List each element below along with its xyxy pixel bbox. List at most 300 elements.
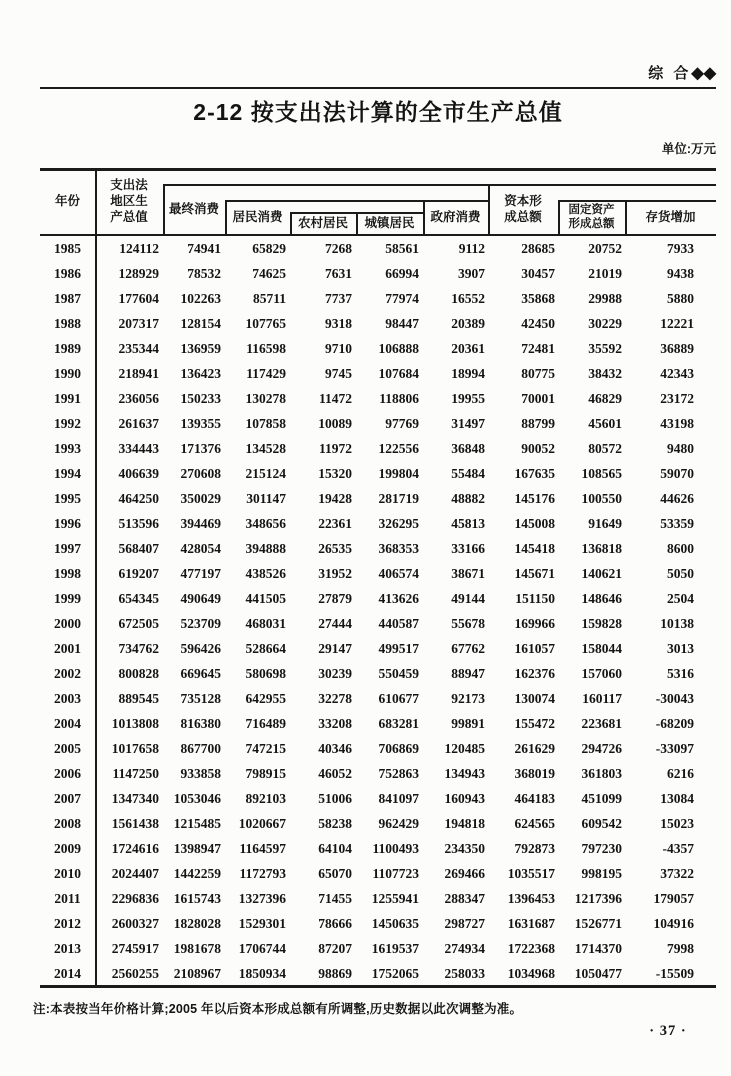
value-cell: 734762 xyxy=(118,640,159,656)
value-cell: 998195 xyxy=(581,865,622,881)
value-cell: -68209 xyxy=(655,715,694,731)
value-cell: 30457 xyxy=(521,265,555,281)
value-cell: 29147 xyxy=(318,640,352,656)
value-cell: 78532 xyxy=(187,265,221,281)
value-cell: 88947 xyxy=(451,665,485,681)
year-cell: 1992 xyxy=(54,415,81,431)
value-cell: 145671 xyxy=(514,565,555,581)
value-cell: 716489 xyxy=(245,715,286,731)
header-fixed-line1: 固定资产 xyxy=(568,204,615,216)
value-cell: 428054 xyxy=(180,540,221,556)
value-cell: 792873 xyxy=(514,840,555,856)
value-cell: 596426 xyxy=(180,640,221,656)
value-cell: 477197 xyxy=(180,565,221,581)
value-cell: 1529301 xyxy=(238,915,286,931)
value-cell: 1327396 xyxy=(238,890,286,906)
value-cell: 136959 xyxy=(180,340,221,356)
value-cell: 31497 xyxy=(451,415,485,431)
value-cell: 53359 xyxy=(660,515,694,531)
value-cell: 816380 xyxy=(180,715,221,731)
value-cell: 9112 xyxy=(458,240,485,256)
header-urban-residents-label: 城镇居民 xyxy=(364,216,415,230)
value-cell: 20361 xyxy=(451,340,485,356)
value-cell: 19428 xyxy=(318,490,352,506)
value-cell: 7933 xyxy=(667,240,694,256)
value-cell: 6216 xyxy=(667,765,694,781)
value-cell: 27879 xyxy=(318,590,352,606)
value-cell: 32278 xyxy=(318,690,352,706)
value-cell: 9745 xyxy=(325,365,352,381)
value-cell: 1013808 xyxy=(111,715,159,731)
value-cell: -33097 xyxy=(655,740,694,756)
value-cell: 1100493 xyxy=(372,840,419,856)
value-cell: 274934 xyxy=(444,940,485,956)
value-cell: 706869 xyxy=(378,740,419,756)
header-government-consumption-label: 政府消费 xyxy=(430,210,481,224)
value-cell: 933858 xyxy=(180,765,221,781)
value-cell: 90052 xyxy=(521,440,555,456)
year-cell: 1999 xyxy=(54,590,81,606)
value-cell: 45813 xyxy=(451,515,485,531)
value-cell: 74941 xyxy=(187,240,221,256)
value-cell: 1050477 xyxy=(574,965,622,981)
value-cell: 215124 xyxy=(245,465,286,481)
value-cell: 7737 xyxy=(325,290,352,306)
year-cell: 2013 xyxy=(54,940,81,956)
value-cell: 15320 xyxy=(318,465,352,481)
value-cell: 199804 xyxy=(378,465,419,481)
value-cell: 2560255 xyxy=(111,965,159,981)
page-header-rule xyxy=(40,87,716,89)
value-cell: 167635 xyxy=(514,465,555,481)
value-cell: 1450635 xyxy=(371,915,419,931)
value-cell: 1215485 xyxy=(173,815,221,831)
table-row xyxy=(40,686,716,711)
value-cell: 33208 xyxy=(318,715,352,731)
value-cell: 18994 xyxy=(451,365,485,381)
value-cell: 735128 xyxy=(180,690,221,706)
header-household-consumption xyxy=(225,200,290,234)
value-cell: 48882 xyxy=(451,490,485,506)
table-row xyxy=(40,886,716,911)
header-inventory-increase-label: 存货增加 xyxy=(645,210,696,224)
year-cell: 2014 xyxy=(54,965,81,981)
value-cell: 9438 xyxy=(667,265,694,281)
value-cell: 66994 xyxy=(385,265,419,281)
value-cell: 1035517 xyxy=(507,865,555,881)
value-cell: 35592 xyxy=(588,340,622,356)
value-cell: 752863 xyxy=(378,765,419,781)
year-cell: 1989 xyxy=(54,340,81,356)
value-cell: 99891 xyxy=(451,715,485,731)
value-cell: 177604 xyxy=(118,290,159,306)
value-cell: 499517 xyxy=(378,640,419,656)
year-cell: 2003 xyxy=(54,690,81,706)
value-cell: 1107723 xyxy=(372,865,419,881)
table-body xyxy=(40,236,716,986)
year-cell: 2008 xyxy=(54,815,81,831)
value-cell: 40346 xyxy=(318,740,352,756)
value-cell: 155472 xyxy=(514,715,555,731)
header-gdp-lines xyxy=(110,177,148,225)
year-cell: 2012 xyxy=(54,915,81,931)
header-rural-residents-label: 农村居民 xyxy=(297,216,348,230)
value-cell: 107858 xyxy=(245,415,286,431)
value-cell: 962429 xyxy=(378,815,419,831)
value-cell: 11972 xyxy=(318,440,352,456)
value-cell: 16552 xyxy=(451,290,485,306)
table-row xyxy=(40,786,716,811)
value-cell: 26535 xyxy=(318,540,352,556)
value-cell: 1172793 xyxy=(239,865,286,881)
value-cell: 261629 xyxy=(514,740,555,756)
value-cell: 59070 xyxy=(660,465,694,481)
value-cell: 58238 xyxy=(318,815,352,831)
value-cell: 145418 xyxy=(514,540,555,556)
value-cell: 10138 xyxy=(660,615,694,631)
value-cell: 37322 xyxy=(660,865,694,881)
value-cell: 1981678 xyxy=(173,940,221,956)
value-cell: 1396453 xyxy=(507,890,555,906)
value-cell: 672505 xyxy=(118,615,159,631)
value-cell: 44626 xyxy=(660,490,694,506)
value-cell: 128929 xyxy=(118,265,159,281)
header-fixed-line2: 形成总额 xyxy=(568,218,615,230)
table-row xyxy=(40,561,716,586)
value-cell: 348656 xyxy=(245,515,286,531)
value-cell: 160943 xyxy=(444,790,485,806)
table-row xyxy=(40,361,716,386)
table-row xyxy=(40,261,716,286)
value-cell: 136423 xyxy=(180,365,221,381)
header-government-consumption xyxy=(423,200,488,234)
value-cell: 798915 xyxy=(245,765,286,781)
value-cell: 867700 xyxy=(180,740,221,756)
value-cell: 2600327 xyxy=(111,915,159,931)
header-capital-formation xyxy=(488,184,558,234)
header-capital-line1: 资本形 xyxy=(504,194,542,208)
value-cell: 669645 xyxy=(180,665,221,681)
value-cell: 5050 xyxy=(667,565,694,581)
header-year xyxy=(40,168,95,234)
value-cell: 159828 xyxy=(581,615,622,631)
value-cell: 158044 xyxy=(581,640,622,656)
value-cell: 98869 xyxy=(318,965,352,981)
year-cell: 2007 xyxy=(54,790,81,806)
year-cell: 2000 xyxy=(54,615,81,631)
value-cell: 5316 xyxy=(667,665,694,681)
value-cell: 1398947 xyxy=(173,840,221,856)
value-cell: 33166 xyxy=(451,540,485,556)
value-cell: 21019 xyxy=(588,265,622,281)
value-cell: 619207 xyxy=(118,565,159,581)
value-cell: 55678 xyxy=(451,615,485,631)
value-cell: 150233 xyxy=(180,390,221,406)
value-cell: 130278 xyxy=(245,390,286,406)
value-cell: 800828 xyxy=(118,665,159,681)
value-cell: 120485 xyxy=(444,740,485,756)
value-cell: 1526771 xyxy=(574,915,622,931)
value-cell: 513596 xyxy=(118,515,159,531)
value-cell: 654345 xyxy=(118,590,159,606)
year-cell: 1986 xyxy=(54,265,81,281)
value-cell: 27444 xyxy=(318,615,352,631)
header-final-consumption-label: 最终消费 xyxy=(168,202,219,216)
value-cell: 451099 xyxy=(581,790,622,806)
value-cell: 139355 xyxy=(180,415,221,431)
table-row xyxy=(40,661,716,686)
value-cell: 2504 xyxy=(667,590,694,606)
year-cell: 2005 xyxy=(54,740,81,756)
value-cell: 162376 xyxy=(514,665,555,681)
header-final-consumption xyxy=(163,184,225,234)
value-cell: 122556 xyxy=(378,440,419,456)
year-cell: 2009 xyxy=(54,840,81,856)
diamond-marks-icon: ◆◆ xyxy=(691,65,716,82)
table-row xyxy=(40,336,716,361)
year-cell: 1994 xyxy=(54,465,81,481)
table-row xyxy=(40,811,716,836)
value-cell: 2024407 xyxy=(111,865,159,881)
value-cell: 171376 xyxy=(180,440,221,456)
value-cell: 294726 xyxy=(581,740,622,756)
section-label xyxy=(436,62,716,86)
value-cell: 1347340 xyxy=(111,790,159,806)
year-cell: 2006 xyxy=(54,765,81,781)
value-cell: 235344 xyxy=(118,340,159,356)
value-cell: 394469 xyxy=(180,515,221,531)
value-cell: 116598 xyxy=(246,340,286,356)
value-cell: 1034968 xyxy=(507,965,555,981)
value-cell: 87207 xyxy=(318,940,352,956)
table-row xyxy=(40,911,716,936)
year-cell: 1988 xyxy=(54,315,81,331)
header-capital-line2: 成总额 xyxy=(504,210,542,224)
table-row xyxy=(40,436,716,461)
value-cell: 288347 xyxy=(444,890,485,906)
value-cell: 683281 xyxy=(378,715,419,731)
value-cell: 36889 xyxy=(660,340,694,356)
value-cell: 298727 xyxy=(444,915,485,931)
value-cell: 49144 xyxy=(451,590,485,606)
value-cell: 134943 xyxy=(444,765,485,781)
value-cell: 5880 xyxy=(667,290,694,306)
value-cell: 74625 xyxy=(252,265,286,281)
value-cell: 441505 xyxy=(245,590,286,606)
value-cell: 12221 xyxy=(660,315,694,331)
value-cell: 580698 xyxy=(245,665,286,681)
value-cell: 51006 xyxy=(318,790,352,806)
value-cell: 624565 xyxy=(514,815,555,831)
value-cell: 568407 xyxy=(118,540,159,556)
value-cell: -15509 xyxy=(655,965,694,981)
value-cell: 642955 xyxy=(245,690,286,706)
page-number: · 37 · xyxy=(649,1023,687,1039)
value-cell: 490649 xyxy=(180,590,221,606)
value-cell: -30043 xyxy=(655,690,694,706)
value-cell: 236056 xyxy=(118,390,159,406)
value-cell: 65070 xyxy=(318,865,352,881)
value-cell: 71455 xyxy=(318,890,352,906)
table-row xyxy=(40,386,716,411)
year-cell: 1990 xyxy=(54,365,81,381)
value-cell: 102263 xyxy=(180,290,221,306)
value-cell: 1020667 xyxy=(238,815,286,831)
value-cell: 55484 xyxy=(451,465,485,481)
value-cell: 223681 xyxy=(581,715,622,731)
year-cell: 1995 xyxy=(54,490,81,506)
value-cell: 134528 xyxy=(245,440,286,456)
value-cell: 468031 xyxy=(245,615,286,631)
value-cell: 9710 xyxy=(325,340,352,356)
year-cell: 2001 xyxy=(54,640,81,656)
value-cell: 1442259 xyxy=(173,865,221,881)
value-cell: 161057 xyxy=(514,640,555,656)
value-cell: 610677 xyxy=(378,690,419,706)
value-cell: 58561 xyxy=(385,240,419,256)
value-cell: 46829 xyxy=(588,390,622,406)
value-cell: 406639 xyxy=(118,465,159,481)
value-cell: 136818 xyxy=(581,540,622,556)
value-cell: 124112 xyxy=(119,240,159,256)
value-cell: 128154 xyxy=(180,315,221,331)
value-cell: 88799 xyxy=(521,415,555,431)
year-cell: 1993 xyxy=(54,440,81,456)
value-cell: 1714370 xyxy=(574,940,622,956)
value-cell: 15023 xyxy=(660,815,694,831)
value-cell: 368353 xyxy=(378,540,419,556)
value-cell: 1255941 xyxy=(371,890,419,906)
table-row xyxy=(40,761,716,786)
value-cell: 413626 xyxy=(378,590,419,606)
value-cell: 20389 xyxy=(451,315,485,331)
table-row xyxy=(40,536,716,561)
value-cell: 97769 xyxy=(385,415,419,431)
year-cell: 2004 xyxy=(54,715,81,731)
header-urban-residents xyxy=(356,212,423,234)
value-cell: 179057 xyxy=(653,890,694,906)
value-cell: 2108967 xyxy=(173,965,221,981)
header-gdp-line2: 地区生 xyxy=(110,194,148,208)
header-inventory-increase xyxy=(625,200,716,234)
value-cell: 77974 xyxy=(385,290,419,306)
header-gdp-expenditure xyxy=(95,168,163,234)
value-cell: 130074 xyxy=(514,690,555,706)
value-cell: 9480 xyxy=(667,440,694,456)
year-cell: 1987 xyxy=(54,290,81,306)
value-cell: 30239 xyxy=(318,665,352,681)
value-cell: 7998 xyxy=(667,940,694,956)
table-row xyxy=(40,711,716,736)
value-cell: 797230 xyxy=(581,840,622,856)
table-row xyxy=(40,236,716,261)
value-cell: 1619537 xyxy=(371,940,419,956)
value-cell: 46052 xyxy=(318,765,352,781)
value-cell: 1147250 xyxy=(112,765,159,781)
year-cell: 2002 xyxy=(54,665,81,681)
value-cell: 106888 xyxy=(378,340,419,356)
table-row xyxy=(40,486,716,511)
value-cell: 28685 xyxy=(521,240,555,256)
value-cell: 1615743 xyxy=(173,890,221,906)
value-cell: 7631 xyxy=(325,265,352,281)
table-row xyxy=(40,611,716,636)
table-row xyxy=(40,311,716,336)
value-cell: 36848 xyxy=(451,440,485,456)
table-row xyxy=(40,461,716,486)
value-cell: 65829 xyxy=(252,240,286,256)
value-cell: 7268 xyxy=(325,240,352,256)
value-cell: 160117 xyxy=(582,690,622,706)
value-cell: 326295 xyxy=(378,515,419,531)
value-cell: 1631687 xyxy=(507,915,555,931)
value-cell: 42343 xyxy=(660,365,694,381)
table-row xyxy=(40,736,716,761)
value-cell: 1561438 xyxy=(111,815,159,831)
value-cell: 406574 xyxy=(378,565,419,581)
value-cell: 1828028 xyxy=(173,915,221,931)
value-cell: 20752 xyxy=(588,240,622,256)
unit-label: 单位:万元 xyxy=(661,142,716,156)
value-cell: 234350 xyxy=(444,840,485,856)
value-cell: 1724616 xyxy=(111,840,159,856)
value-cell: 85711 xyxy=(252,290,286,306)
header-rural-residents xyxy=(290,212,356,234)
value-cell: 464183 xyxy=(514,790,555,806)
header-gdp-line3: 产总值 xyxy=(110,210,148,224)
value-cell: 281719 xyxy=(378,490,419,506)
value-cell: 361803 xyxy=(581,765,622,781)
value-cell: 3907 xyxy=(458,265,485,281)
header-gdp-line1: 支出法 xyxy=(110,178,148,192)
value-cell: -4357 xyxy=(662,840,694,856)
value-cell: 258033 xyxy=(444,965,485,981)
value-cell: 23172 xyxy=(660,390,694,406)
table-row xyxy=(40,961,716,986)
value-cell: 8600 xyxy=(667,540,694,556)
value-cell: 270608 xyxy=(180,465,221,481)
value-cell: 350029 xyxy=(180,490,221,506)
value-cell: 145008 xyxy=(514,515,555,531)
header-group-line xyxy=(163,184,716,186)
value-cell: 334443 xyxy=(118,440,159,456)
value-cell: 523709 xyxy=(180,615,221,631)
header-year-label: 年份 xyxy=(54,194,80,208)
value-cell: 269466 xyxy=(444,865,485,881)
value-cell: 67762 xyxy=(451,640,485,656)
value-cell: 107765 xyxy=(245,315,286,331)
value-cell: 3013 xyxy=(667,640,694,656)
value-cell: 100550 xyxy=(581,490,622,506)
value-cell: 19955 xyxy=(451,390,485,406)
value-cell: 261637 xyxy=(118,415,159,431)
value-cell: 609542 xyxy=(581,815,622,831)
value-cell: 42450 xyxy=(521,315,555,331)
value-cell: 64104 xyxy=(318,840,352,856)
year-cell: 2010 xyxy=(54,865,81,881)
value-cell: 148646 xyxy=(581,590,622,606)
value-cell: 117429 xyxy=(246,365,286,381)
value-cell: 464250 xyxy=(118,490,159,506)
value-cell: 1752065 xyxy=(371,965,419,981)
year-cell: 1996 xyxy=(54,515,81,531)
header-fixed-assets-lines xyxy=(569,203,615,231)
value-cell: 194818 xyxy=(444,815,485,831)
value-cell: 2296836 xyxy=(111,890,159,906)
header-household-consumption-label: 居民消费 xyxy=(232,210,283,224)
value-cell: 11472 xyxy=(318,390,352,406)
value-cell: 70001 xyxy=(521,390,555,406)
